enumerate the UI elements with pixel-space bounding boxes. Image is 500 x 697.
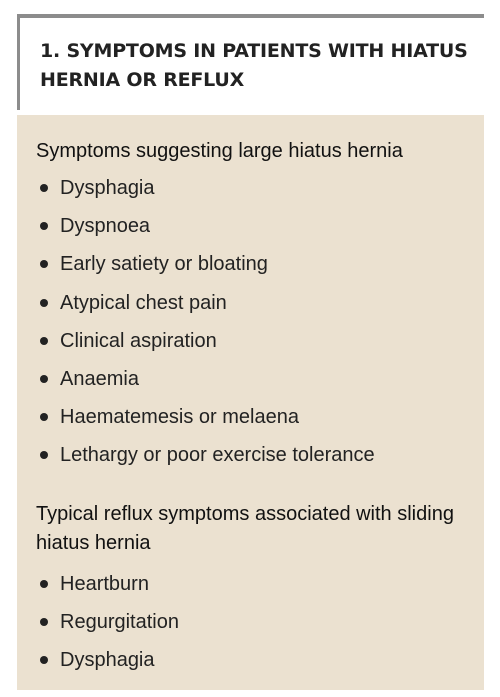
list-item-text: Dyspnoea [60,215,151,238]
symptoms-box [17,14,484,690]
bullet-icon [40,413,48,421]
list-item-text: Dysphagia [60,649,155,672]
section-heading-sliding-hernia: Typical reflux symptoms associated with sliding hiatus hernia [36,503,454,554]
bullet-icon [40,184,48,192]
bullet-icon [40,299,48,307]
bullet-icon [40,580,48,588]
list-item-text: Anaemia [60,367,139,390]
bullet-icon [40,337,48,345]
list-item-text: Lethargy or poor exercise tolerance [60,444,375,467]
bullet-icon [40,260,48,268]
bullet-icon [40,656,48,664]
list-item-text: Early satiety or bloating [60,253,268,276]
bullet-icon [40,222,48,230]
list-item-text: Regurgitation [60,611,179,634]
list-item-text: Atypical chest pain [60,291,227,314]
box-title: 1. SYMPTOMS IN PATIENTS WITH HIATUS HERNIA OR REFLUX [40,40,468,91]
list-item-text: Clinical aspiration [60,329,217,352]
bullet-icon [40,451,48,459]
list-item-text: Heartburn [60,573,149,595]
bullet-icon [40,618,48,626]
box-header [20,18,484,110]
list-item-text: Dysphagia [60,177,155,199]
section-heading-large-hernia: Symptoms suggesting large hiatus hernia [36,140,403,162]
bullet-icon [40,375,48,383]
list-item-text: Haematemesis or melaena [60,406,299,429]
box-content [17,115,484,690]
